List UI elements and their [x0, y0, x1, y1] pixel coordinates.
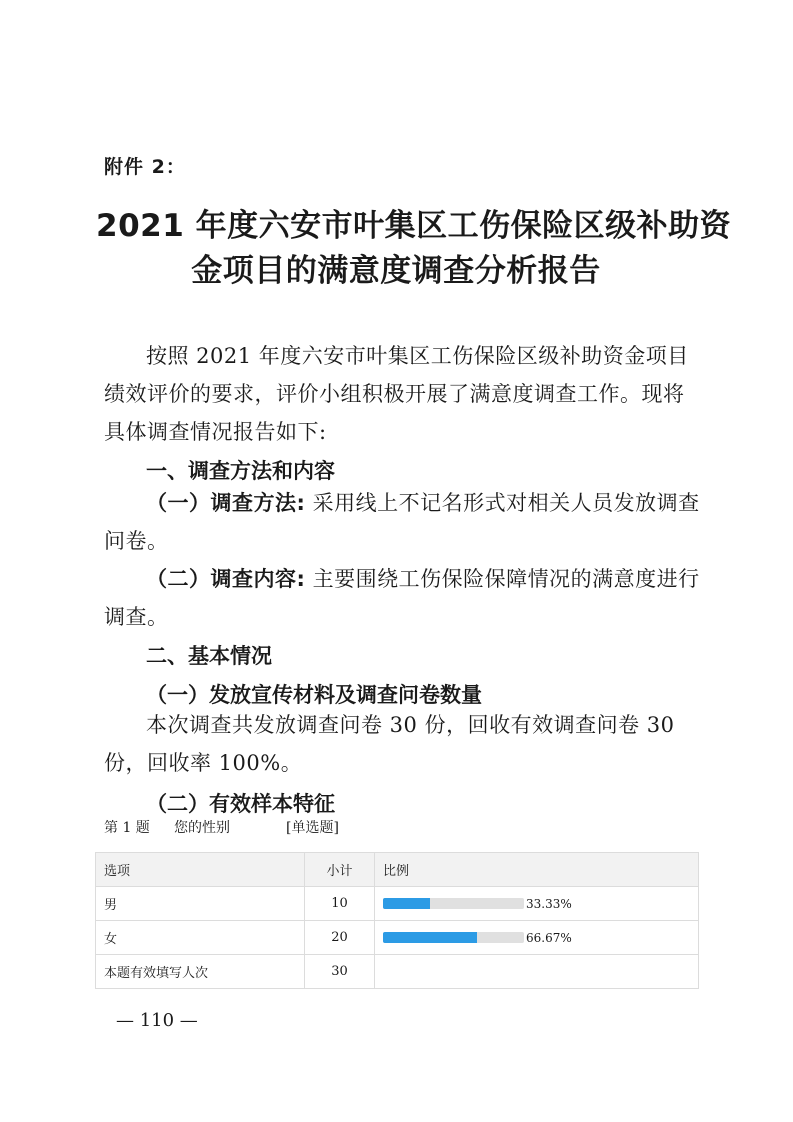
report-title-line-2: 金项目的满意度调查分析报告	[191, 253, 601, 289]
table-total-row	[96, 955, 699, 989]
ratio-bar	[383, 898, 524, 909]
section-2-sub-1-heading: （一）发放宣传材料及调查问卷数量	[146, 683, 482, 707]
option-cell: 女	[96, 921, 305, 955]
ratio-bar-fill	[383, 898, 430, 909]
gender-result-table	[95, 852, 699, 989]
table-header-row	[96, 853, 699, 887]
question-number: 第 1 题	[104, 820, 150, 836]
ratio-label: 33.33%	[526, 896, 572, 911]
section-2-heading: 二、基本情况	[146, 644, 272, 668]
survey-content-label: （二）调查内容:	[146, 567, 306, 591]
table-row	[96, 921, 699, 955]
report-title-line-1: 2021 年度六安市叶集区工伤保险区级补助资	[96, 208, 732, 244]
header-option: 选项	[96, 853, 305, 887]
header-ratio: 比例	[375, 853, 699, 887]
ratio-cell	[375, 921, 699, 955]
option-cell: 男	[96, 887, 305, 921]
total-label: 本题有效填写人次	[96, 955, 305, 989]
survey-method-label: （一）调查方法:	[146, 491, 306, 515]
intro-paragraph: 按照 2021 年度六安市叶集区工伤保险区级补助资金项目绩效评价的要求，评价小组积极开展了满意度调查工作。现将具体调查情况报告如下:	[104, 344, 689, 444]
survey-content-paragraph	[104, 560, 704, 636]
count-cell: 10	[305, 887, 375, 921]
table-row	[96, 887, 699, 921]
section-2-sub-2-heading: （二）有效样本特征	[146, 792, 335, 816]
ratio-cell	[375, 887, 699, 921]
ratio-bar-fill	[383, 932, 477, 943]
survey-content-text: 主要围绕工伤保险保障情况的满意度进行调查。	[104, 567, 700, 629]
ratio-bar	[383, 932, 524, 943]
header-count: 小计	[305, 853, 375, 887]
survey-method-text: 采用线上不记名形式对相关人员发放调查问卷。	[104, 491, 700, 553]
question-type: [单选题]	[286, 820, 339, 836]
survey-method-paragraph	[104, 484, 704, 560]
attachment-label: 附件 2：	[104, 156, 186, 178]
total-empty-cell	[375, 955, 699, 989]
count-cell: 20	[305, 921, 375, 955]
page-number: — 110 —	[116, 1010, 198, 1031]
section-1-heading: 一、调查方法和内容	[146, 459, 335, 483]
questionnaire-count-paragraph: 本次调查共发放调查问卷 30 份，回收有效调查问卷 30 份，回收率 100%。	[104, 713, 675, 775]
ratio-label: 66.67%	[526, 930, 572, 945]
question-text: 您的性别	[174, 820, 230, 836]
total-count: 30	[305, 955, 375, 989]
